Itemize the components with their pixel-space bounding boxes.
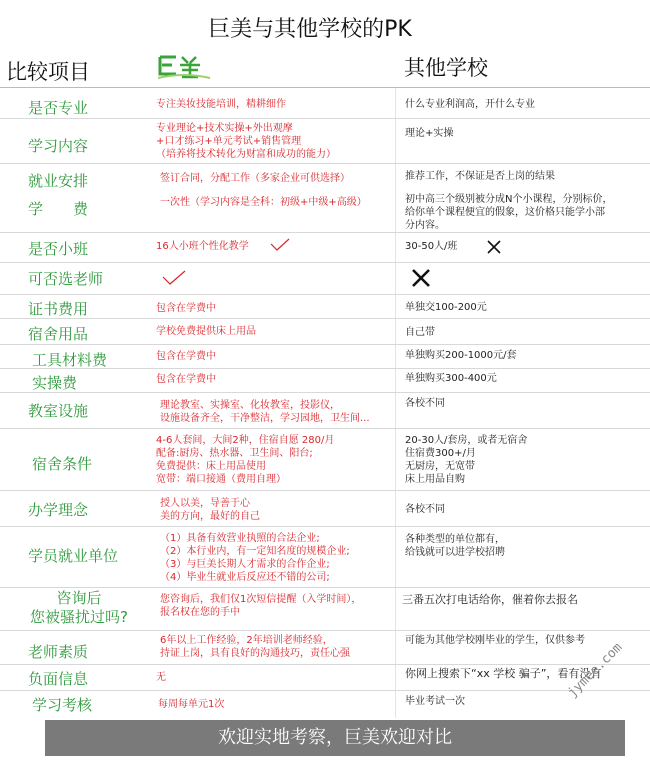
row-divider xyxy=(0,690,650,691)
row-label: 学员就业单位 xyxy=(28,547,119,565)
column-header-items: 比较项目 xyxy=(6,60,90,84)
column-header-other-schools: 其他学校 xyxy=(404,56,488,80)
other-value: 可能为其他学校刚毕业的学生，仅供参考 xyxy=(405,635,585,646)
other-value: 你网上搜索下“xx 学校 骗子”，看有没有 xyxy=(405,667,602,680)
cross-icon xyxy=(411,268,431,288)
jumei-value: 理论教室、实操室、化妆教室，投影仪， 设施设备齐全，干净整洁，学习园地，卫生间... xyxy=(160,400,370,424)
other-value: 理论+实操 xyxy=(405,128,454,139)
row-divider xyxy=(0,163,650,164)
check-icon xyxy=(162,270,186,286)
jumei-value: 专业理论+技术实操+外出观摩 +口才练习+单元考试+销售管理 （培养将技术转化为财富和成功的能力） xyxy=(156,123,336,160)
jumei-value: 6年以上工作经验，2年培训老师经验， 持证上岗，具有良好的沟通技巧，责任心强 xyxy=(160,635,350,659)
row-divider xyxy=(0,344,650,345)
row-label: 是否小班 xyxy=(28,240,89,258)
jumei-value: 学校免费提供床上用品 xyxy=(156,326,256,337)
row-label: 就业安排 xyxy=(28,172,89,190)
row-label: 可否选老师 xyxy=(28,270,104,288)
jumei-value: 16人小班个性化教学 xyxy=(156,241,249,252)
other-value: 20-30人/套房，或者无宿舍 住宿费300+/月 无厨房，无宽带 床上用品自购 xyxy=(405,435,528,485)
other-value: 推荐工作，不保证是否上岗的结果 xyxy=(405,171,555,182)
row-divider xyxy=(0,318,650,319)
row-label: 办学理念 xyxy=(28,501,89,519)
other-value: 30-50人/班 xyxy=(405,241,458,252)
jumei-value: 您咨询后，我们仅1次短信提醒（入学时间）， 报名权在您的手中 xyxy=(160,594,362,618)
jumei-value: 签订合同，分配工作（多家企业可供选择） xyxy=(160,173,350,184)
jumei-logo-icon xyxy=(156,52,212,80)
row-divider xyxy=(0,428,650,429)
row-divider xyxy=(0,630,650,631)
header-divider xyxy=(0,87,650,88)
page-title: 巨美与其他学校的PK xyxy=(208,17,412,42)
row-label: 老师素质 xyxy=(28,643,89,661)
other-value: 自己带 xyxy=(405,327,435,338)
row-divider xyxy=(0,368,650,369)
other-value: 毕业考试一次 xyxy=(405,696,465,707)
row-divider xyxy=(0,664,650,665)
other-value: 单独购买300-400元 xyxy=(405,373,497,384)
jumei-value: 4-6人套间，大间2种，住宿自愿 280/月 配备:厨房、热水器、卫生间、阳台; 免费提供：床上用品使用 宽带：端口接通（费用自理） xyxy=(156,435,335,485)
watermark: jymee.com xyxy=(565,640,626,701)
row-divider xyxy=(0,526,650,527)
row-label: 实操费 xyxy=(32,374,78,392)
row-label: 负面信息 xyxy=(28,670,89,688)
other-value: 各种类型的单位都有， 给钱就可以进学校招聘 xyxy=(405,534,505,558)
row-label: 教室设施 xyxy=(28,402,89,420)
jumei-value: 包含在学费中 xyxy=(156,374,216,385)
jumei-value: 包含在学费中 xyxy=(156,351,216,362)
row-label: 宿舍条件 xyxy=(32,455,93,473)
row-label: 工具材料费 xyxy=(32,351,108,369)
jumei-value: 授人以美，导善于心 美的方向，最好的自己 xyxy=(160,498,260,522)
jumei-value: 一次性（学习内容是全科：初级+中级+高级） xyxy=(160,197,367,208)
row-divider xyxy=(0,262,650,263)
jumei-value: 专注美妆技能培训，精耕细作 xyxy=(156,99,286,110)
row-divider xyxy=(0,392,650,393)
cross-icon xyxy=(487,240,501,254)
footer-banner: 欢迎实地考察，巨美欢迎对比 xyxy=(45,720,625,756)
jumei-value: 无 xyxy=(156,672,166,683)
row-divider xyxy=(0,232,650,233)
row-label: 学习考核 xyxy=(32,696,93,714)
other-value: 什么专业利润高，开什么专业 xyxy=(405,99,535,110)
other-value: 单独购买200-1000元/套 xyxy=(405,350,517,361)
row-label: 宿舍用品 xyxy=(28,325,89,343)
row-divider xyxy=(0,490,650,491)
jumei-value: （1）具备有效营业执照的合法企业; （2）本行业内，有一定知名度的规模企业; （3）与巨美长期人才需求的合作企业; （4）毕业生就业后反应还不错的公司; xyxy=(160,533,350,583)
jumei-value: 包含在学费中 xyxy=(156,303,216,314)
other-value: 各校不同 xyxy=(405,504,445,515)
other-value: 初中高三个级别被分成N个小课程，分别标价， 给你单个课程便宜的假象，这价格只能学小部 分内容。 xyxy=(405,194,613,231)
row-label: 是否专业 xyxy=(28,99,89,117)
other-value: 单独交100-200元 xyxy=(405,302,487,313)
row-label: 咨询后 您被骚扰过吗? xyxy=(30,589,128,626)
row-divider xyxy=(0,587,650,588)
other-value: 三番五次打电话给你，催着你去报名 xyxy=(402,593,578,606)
check-icon xyxy=(270,238,290,252)
row-divider xyxy=(0,294,650,295)
row-divider xyxy=(0,118,650,119)
other-value: 各校不同 xyxy=(405,398,445,409)
jumei-value: 每周每单元1次 xyxy=(158,699,225,710)
row-label: 学习内容 xyxy=(28,137,89,155)
row-label: 学 费 xyxy=(28,200,89,218)
row-label: 证书费用 xyxy=(28,300,89,318)
